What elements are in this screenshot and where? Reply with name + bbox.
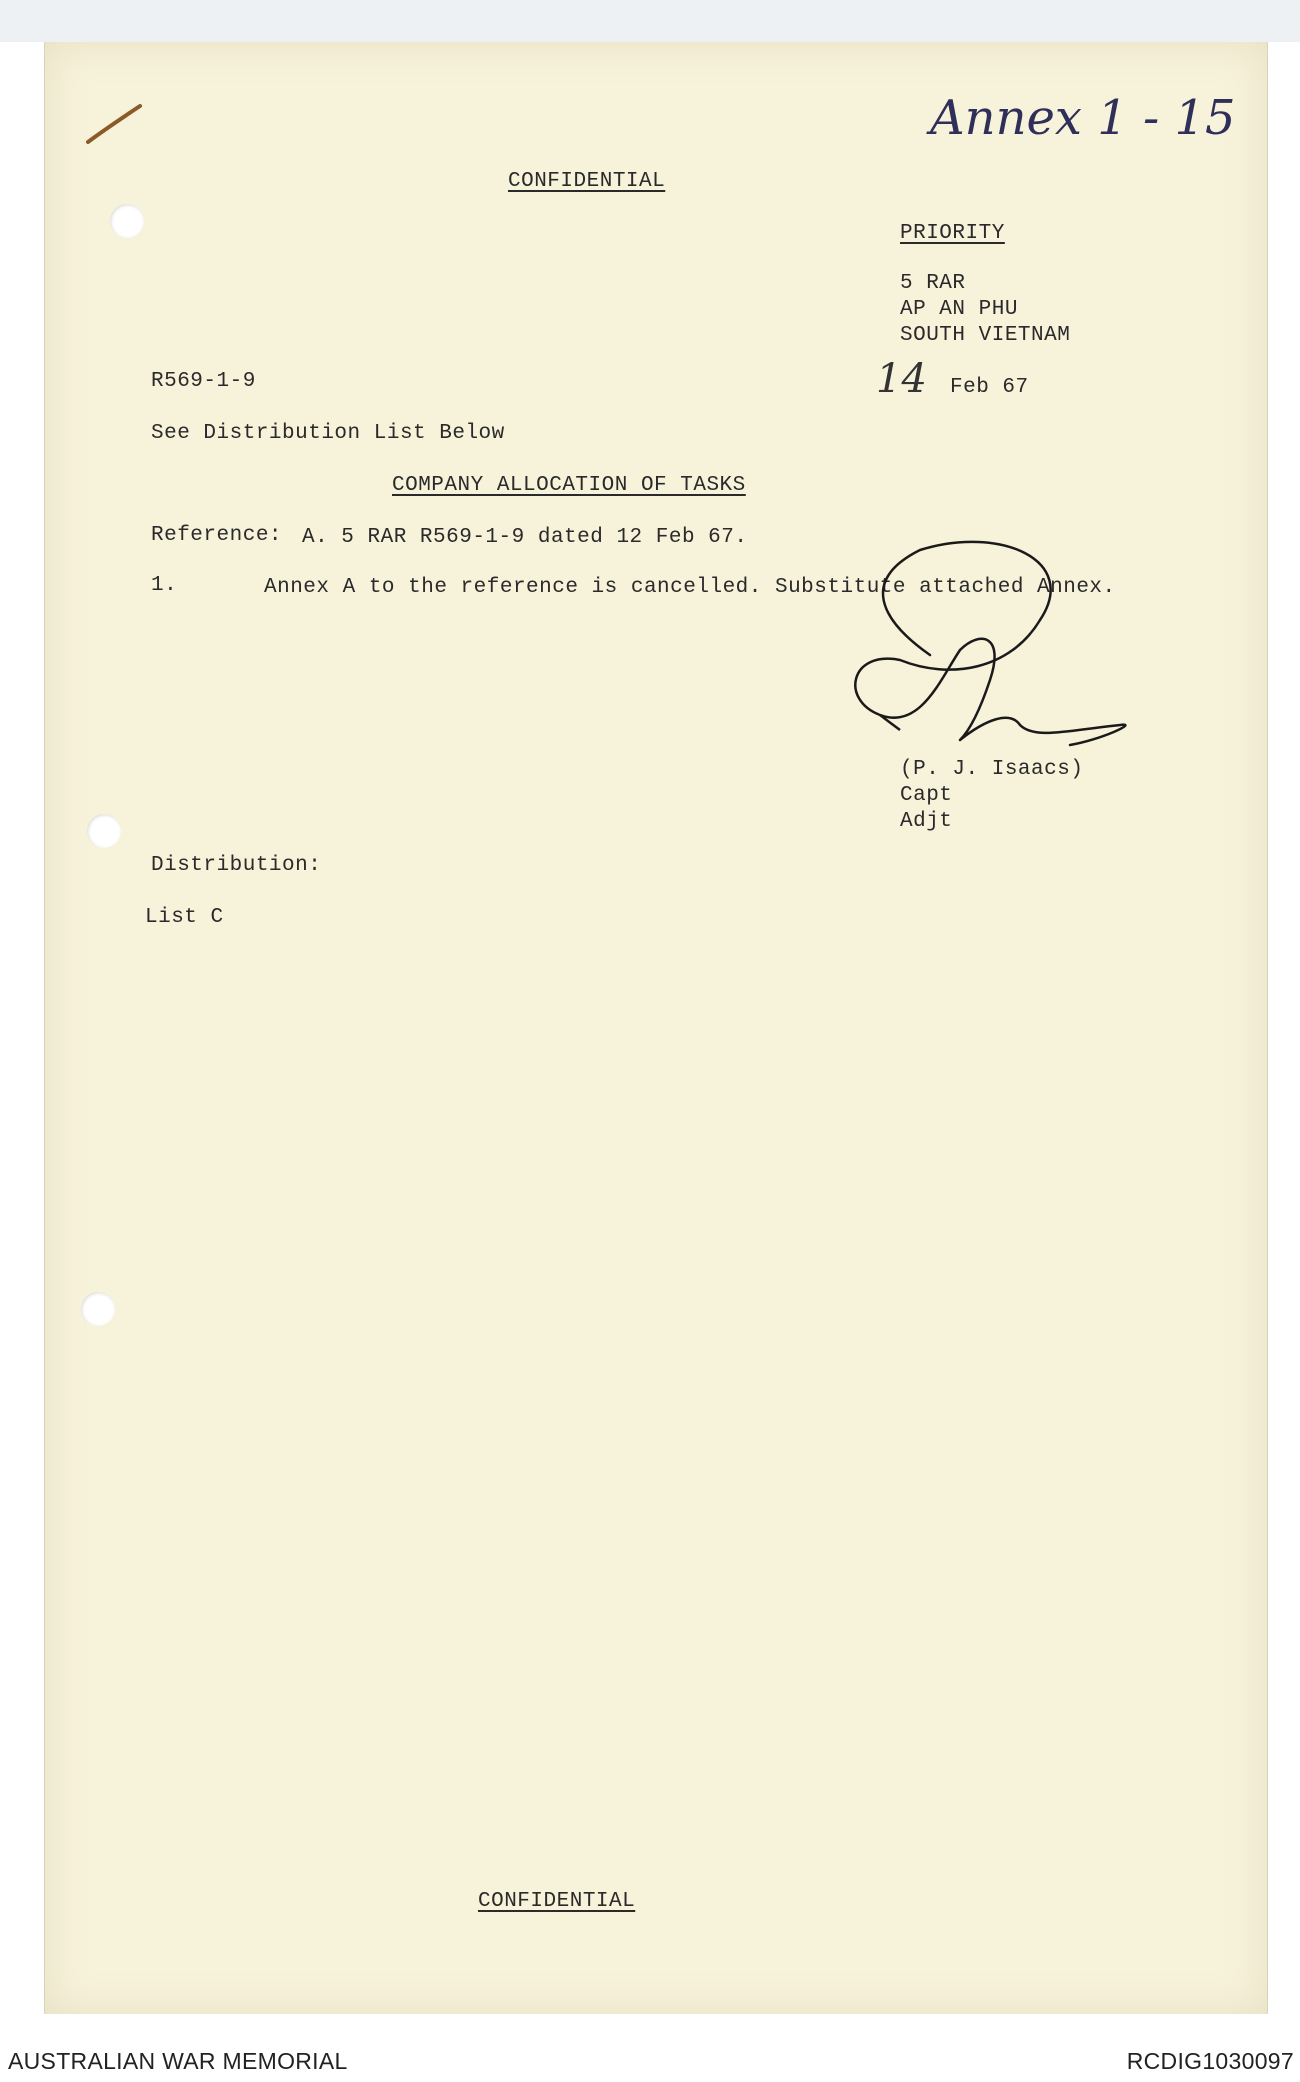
signature-image	[840, 540, 1140, 780]
address-line-country: SOUTH VIETNAM	[900, 324, 1071, 347]
footer-catalogue-id: RCDIG1030097	[1126, 2048, 1294, 2074]
reference-label: Reference:	[151, 524, 283, 547]
distribution-label: Distribution:	[151, 854, 322, 877]
precedence: PRIORITY	[900, 222, 1005, 245]
paragraph-text: Annex A to the reference is cancelled. Substitute attached Annex.	[264, 576, 1116, 599]
file-reference: R569-1-9	[151, 370, 256, 393]
handwritten-annotation: Annex 1 - 15	[930, 90, 1236, 146]
handwritten-date-day: 14	[876, 356, 927, 402]
distribution-list: List C	[145, 906, 224, 929]
address-line-location: AP AN PHU	[900, 298, 1018, 321]
signatory-rank: Capt	[900, 784, 953, 807]
date-month-year: Feb 67	[950, 376, 1029, 399]
address-line-unit: 5 RAR	[900, 272, 966, 295]
addressee-line: See Distribution List Below	[151, 422, 505, 445]
punch-hole	[110, 204, 144, 238]
reference-text: A. 5 RAR R569-1-9 dated 12 Feb 67.	[302, 526, 748, 549]
signatory-name: (P. J. Isaacs)	[900, 758, 1084, 781]
top-strip	[0, 0, 1300, 42]
footer-source: AUSTRALIAN WAR MEMORIAL	[8, 2048, 348, 2074]
stray-mark	[84, 100, 144, 150]
document-page	[44, 42, 1268, 2014]
classification-top: CONFIDENTIAL	[508, 170, 666, 193]
classification-bottom: CONFIDENTIAL	[478, 1890, 636, 1913]
subject-heading: COMPANY ALLOCATION OF TASKS	[392, 474, 746, 497]
punch-hole	[81, 1292, 115, 1326]
signatory-appointment: Adjt	[900, 810, 953, 833]
paragraph-number: 1.	[151, 574, 178, 597]
punch-hole	[87, 814, 121, 848]
